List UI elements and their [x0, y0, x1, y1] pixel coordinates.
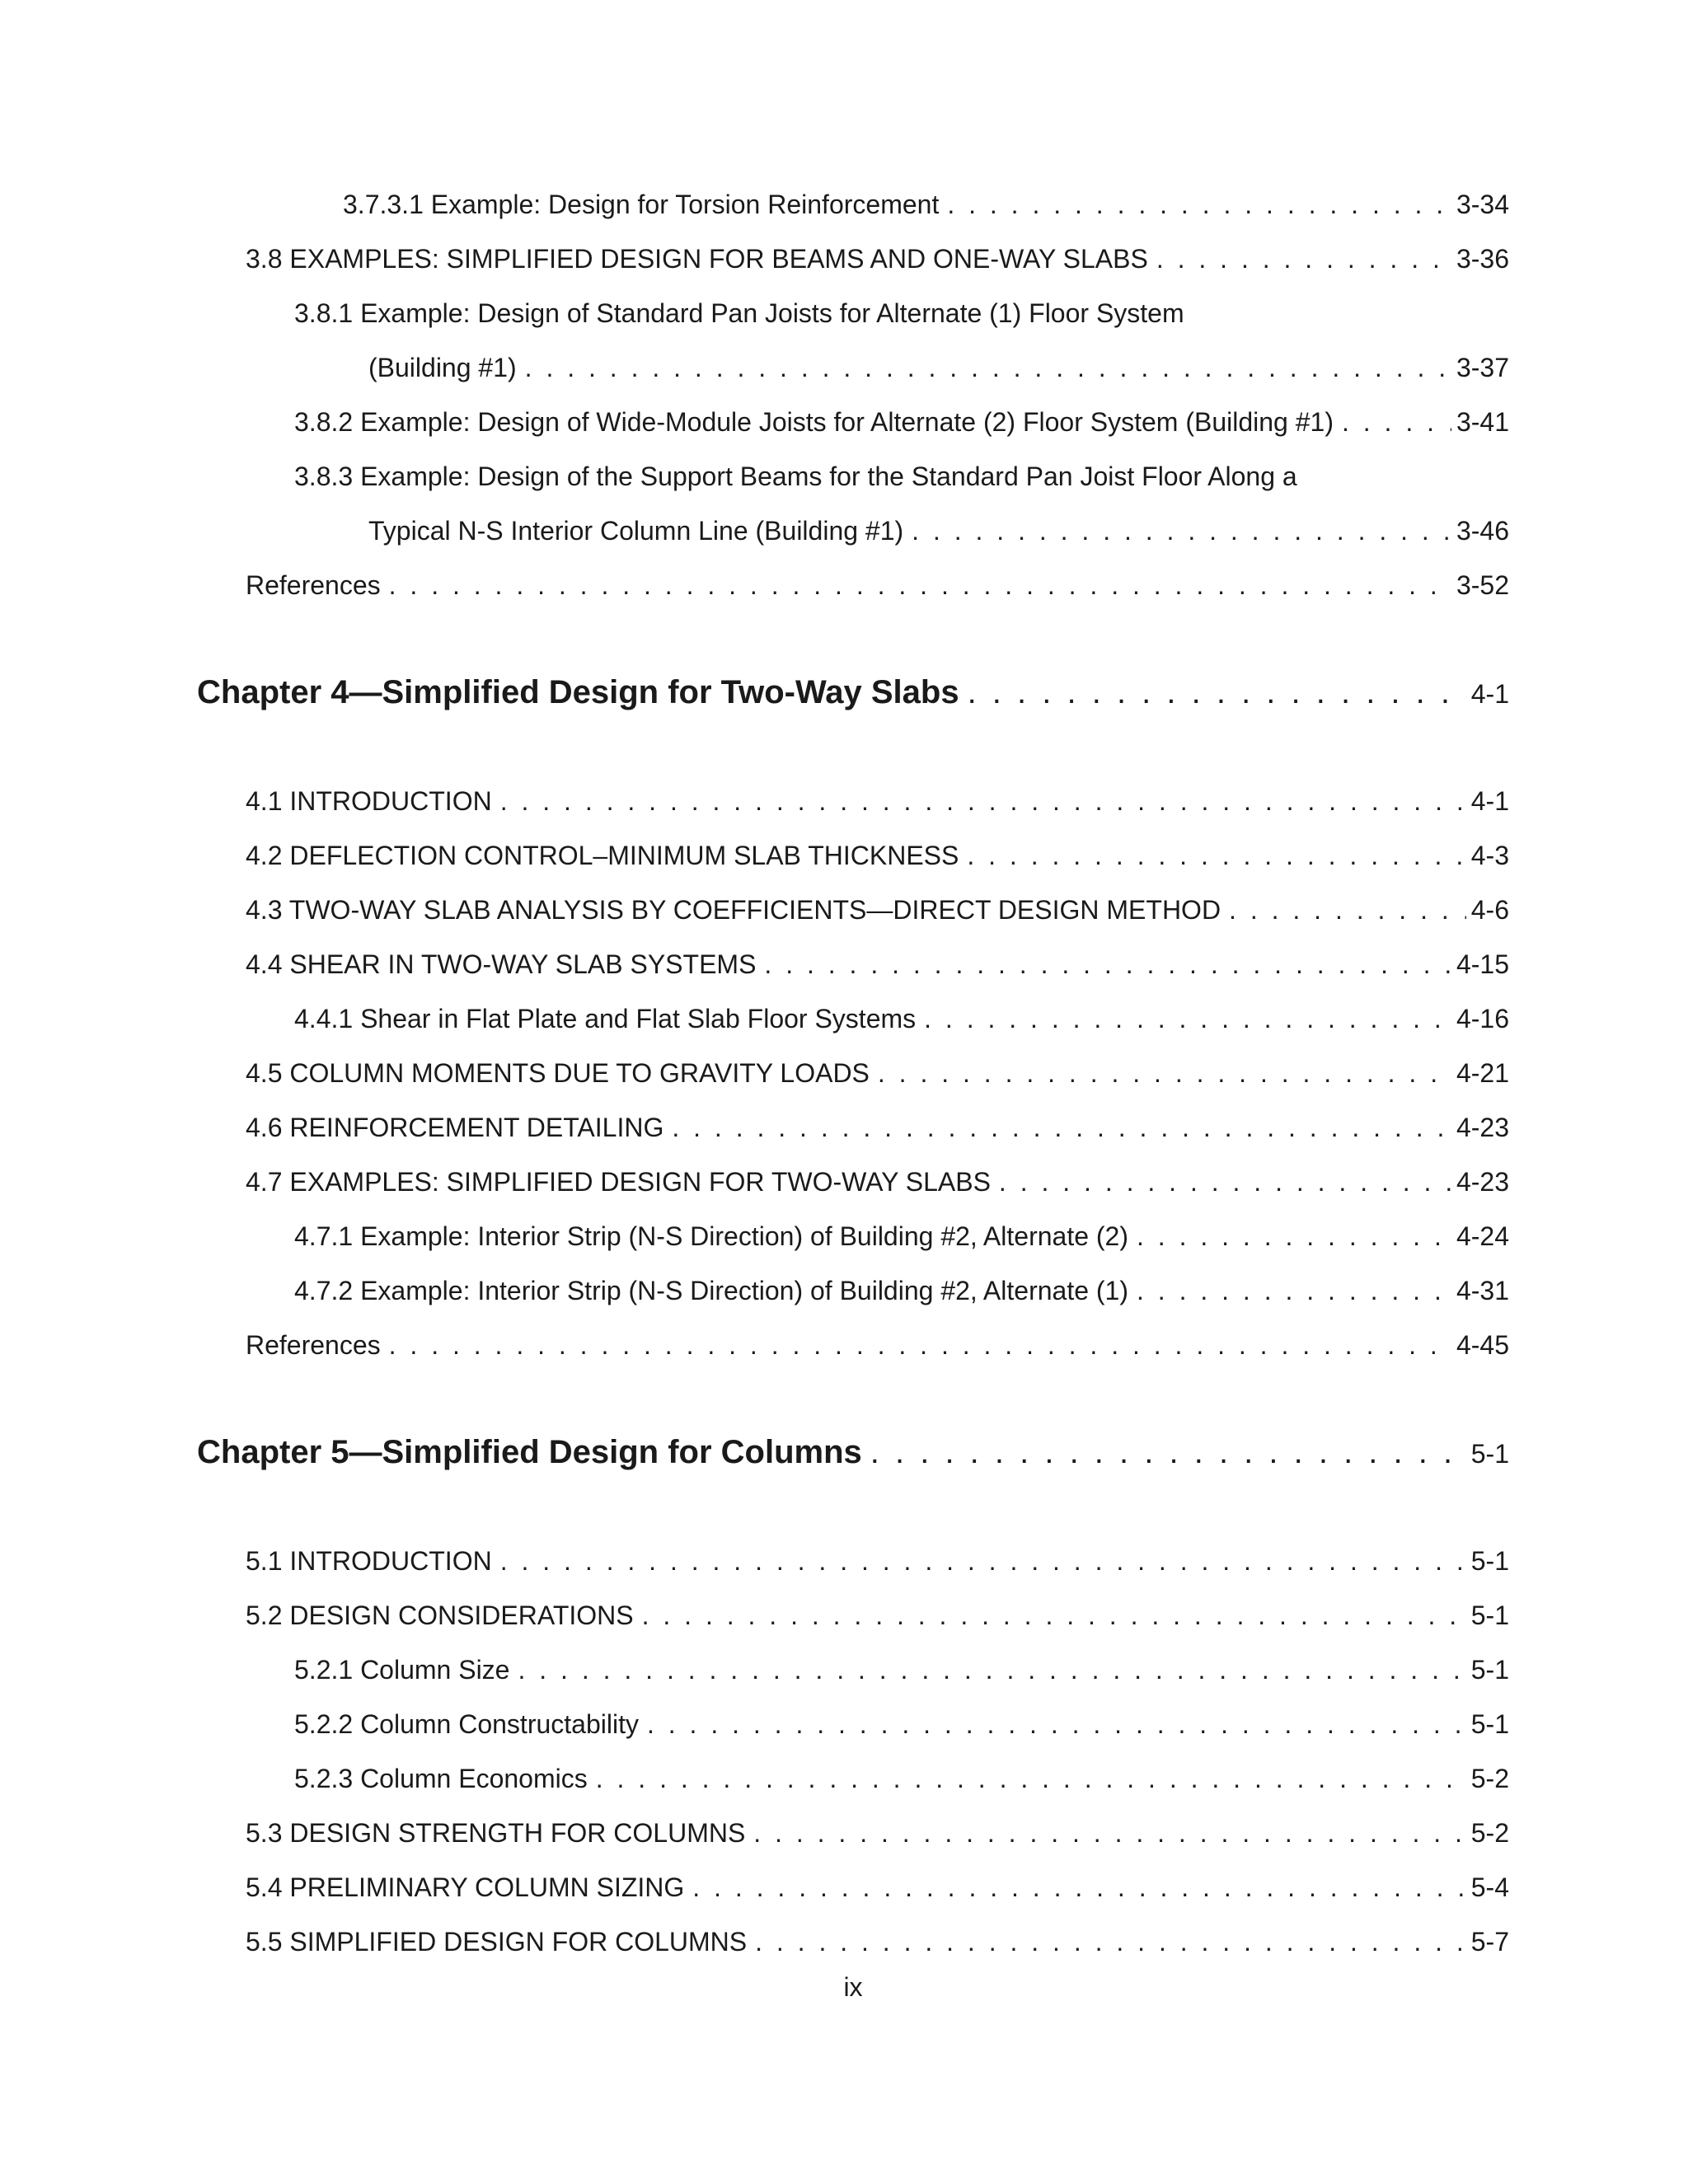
toc-entry-page: 3-36 — [1456, 244, 1509, 274]
toc-entry-label: 4.5 COLUMN MOMENTS DUE TO GRAVITY LOADS — [246, 1058, 870, 1088]
toc-entry-label: 5.2.2 Column Constructability — [294, 1709, 639, 1739]
dot-leader — [924, 1002, 1451, 1035]
dot-leader — [518, 1653, 1465, 1686]
dot-leader — [500, 785, 1466, 818]
toc-entry-label: References — [246, 570, 381, 600]
toc-entry-label: 4.6 REINFORCEMENT DETAILING — [246, 1113, 664, 1142]
toc-entry-page: 4-24 — [1456, 1221, 1509, 1251]
toc-entry-page: 4-31 — [1456, 1276, 1509, 1305]
toc-entry-label: 4.7.2 Example: Interior Strip (N-S Direction) of Building #2, Alternate (1) — [294, 1276, 1128, 1305]
toc-entry — [0, 893, 1688, 926]
toc-entry — [0, 1111, 1688, 1144]
toc-entry-page: 5-1 — [1470, 1546, 1509, 1576]
dot-leader — [1229, 893, 1466, 926]
toc-entry-page: 4-45 — [1456, 1330, 1509, 1360]
toc-entry-label: Typical N-S Interior Column Line (Building #1) — [368, 516, 904, 546]
chapter-page: 4-1 — [1470, 679, 1509, 709]
toc-entry — [0, 242, 1688, 275]
dot-leader — [1137, 1274, 1451, 1307]
toc-entry-label: (Building #1) — [368, 353, 517, 382]
toc-entry-page: 3-34 — [1456, 190, 1509, 219]
toc-entry — [0, 351, 1688, 384]
dot-leader — [389, 1329, 1451, 1361]
toc-entry-label: 4.7 EXAMPLES: SIMPLIFIED DESIGN FOR TWO-WAY SLABS — [246, 1167, 991, 1197]
chapter-title: Chapter 4—Simplified Design for Two-Way Slabs — [197, 674, 959, 710]
toc-entry-page: 4-23 — [1456, 1113, 1509, 1142]
dot-leader — [596, 1762, 1466, 1795]
chapter-heading — [0, 673, 1688, 714]
toc-entry — [0, 1057, 1688, 1090]
dot-leader — [755, 1925, 1466, 1958]
dot-leader — [967, 839, 1465, 872]
toc-entry-page: 3-52 — [1456, 570, 1509, 600]
dot-leader — [870, 1432, 1466, 1472]
toc-entry-page: 4-1 — [1470, 786, 1509, 816]
toc-entry-page: 4-3 — [1470, 841, 1509, 870]
dot-leader — [672, 1111, 1451, 1144]
toc-entry — [0, 405, 1688, 438]
chapter-heading — [0, 1432, 1688, 1474]
chapter-title: Chapter 5—Simplified Design for Columns — [197, 1434, 862, 1470]
toc-entry — [0, 188, 1688, 221]
toc-entry — [0, 1165, 1688, 1198]
toc-entry — [0, 948, 1688, 981]
toc-entry — [0, 1708, 1688, 1741]
dot-leader — [764, 948, 1451, 981]
toc-entry-label: 3.8 EXAMPLES: SIMPLIFIED DESIGN FOR BEAMS AND ONE-WAY SLABS — [246, 244, 1148, 274]
toc-entry — [0, 1329, 1688, 1361]
toc-entry-label: 5.2.3 Column Economics — [294, 1764, 588, 1793]
toc-entry-label: 4.3 TWO-WAY SLAB ANALYSIS BY COEFFICIENTS—DIRECT DESIGN METHOD — [246, 895, 1221, 925]
toc-entry-label: 5.2 DESIGN CONSIDERATIONS — [246, 1601, 634, 1630]
dot-leader — [912, 514, 1451, 547]
toc-entry-label: 5.2.1 Column Size — [294, 1655, 510, 1685]
toc-entry — [0, 1653, 1688, 1686]
toc-entry — [0, 1274, 1688, 1307]
toc-entry-label: 4.7.1 Example: Interior Strip (N-S Direction) of Building #2, Alternate (2) — [294, 1221, 1128, 1251]
toc-entry — [0, 1816, 1688, 1849]
toc-entry — [0, 1871, 1688, 1904]
toc-entry — [0, 514, 1688, 547]
dot-leader — [642, 1599, 1466, 1632]
toc-entry-label: 4.1 INTRODUCTION — [246, 786, 492, 816]
dot-leader — [753, 1816, 1465, 1849]
toc-entry-label: 5.5 SIMPLIFIED DESIGN FOR COLUMNS — [246, 1927, 748, 1957]
dot-leader — [500, 1544, 1466, 1577]
toc-entry — [0, 1599, 1688, 1632]
toc-entry-page: 4-15 — [1456, 949, 1509, 979]
toc-entry-page: 4-6 — [1470, 895, 1509, 925]
toc-entry — [0, 1002, 1688, 1035]
page-number: ix — [843, 1972, 863, 2002]
toc-entry-label: 3.7.3.1 Example: Design for Torsion Reinforcement — [343, 190, 940, 219]
dot-leader — [878, 1057, 1451, 1090]
toc-entry-page: 3-46 — [1456, 516, 1509, 546]
toc-entry-label: 4.4.1 Shear in Flat Plate and Flat Slab Floor Systems — [294, 1004, 917, 1033]
toc-entry-page: 3-37 — [1456, 353, 1509, 382]
toc-entry — [0, 1544, 1688, 1577]
dot-leader — [389, 569, 1451, 602]
toc-entry-label: 3.8.3 Example: Design of the Support Beams for the Standard Pan Joist Floor Along a — [294, 462, 1297, 491]
chapter-page: 5-1 — [1470, 1439, 1509, 1469]
dot-leader — [1342, 405, 1451, 438]
toc-entry — [0, 569, 1688, 602]
toc-entry-page: 5-2 — [1470, 1818, 1509, 1848]
toc-entry-page: 5-1 — [1470, 1601, 1509, 1630]
toc-entry-page: 5-2 — [1470, 1764, 1509, 1793]
dot-leader — [1156, 242, 1451, 275]
toc-entry-page: 5-1 — [1470, 1655, 1509, 1685]
dot-leader — [1137, 1220, 1451, 1253]
toc-entry-label: 5.1 INTRODUCTION — [246, 1546, 492, 1576]
dot-leader — [647, 1708, 1466, 1741]
dot-leader — [525, 351, 1451, 384]
toc-entry — [0, 1220, 1688, 1253]
toc-entry-page: 5-4 — [1470, 1872, 1509, 1902]
toc-entry-label: 5.3 DESIGN STRENGTH FOR COLUMNS — [246, 1818, 746, 1848]
dot-leader — [968, 673, 1466, 712]
toc-entry — [0, 785, 1688, 818]
toc-entry-label: References — [246, 1330, 381, 1360]
toc-entry-page: 4-21 — [1456, 1058, 1509, 1088]
toc-entry-label: 5.4 PRELIMINARY COLUMN SIZING — [246, 1872, 685, 1902]
toc-entry-page: 5-1 — [1470, 1709, 1509, 1739]
toc-entry — [0, 1925, 1688, 1958]
toc-entry-label: 3.8.1 Example: Design of Standard Pan Joists for Alternate (1) Floor System — [294, 298, 1184, 328]
toc-entry — [0, 1762, 1688, 1795]
dot-leader — [692, 1871, 1465, 1904]
toc-entry — [0, 839, 1688, 872]
toc-entry-label: 4.4 SHEAR IN TWO-WAY SLAB SYSTEMS — [246, 949, 757, 979]
toc-entry-page: 3-41 — [1456, 407, 1509, 437]
dot-leader — [947, 188, 1451, 221]
toc-entry-page: 5-7 — [1470, 1927, 1509, 1957]
dot-leader — [999, 1165, 1451, 1198]
toc-entry-page: 4-23 — [1456, 1167, 1509, 1197]
toc-entry-label: 3.8.2 Example: Design of Wide-Module Joists for Alternate (2) Floor System (Building #1) — [294, 407, 1334, 437]
toc-entry-label: 4.2 DEFLECTION CONTROL–MINIMUM SLAB THICKNESS — [246, 841, 959, 870]
toc-entry-page: 4-16 — [1456, 1004, 1509, 1033]
